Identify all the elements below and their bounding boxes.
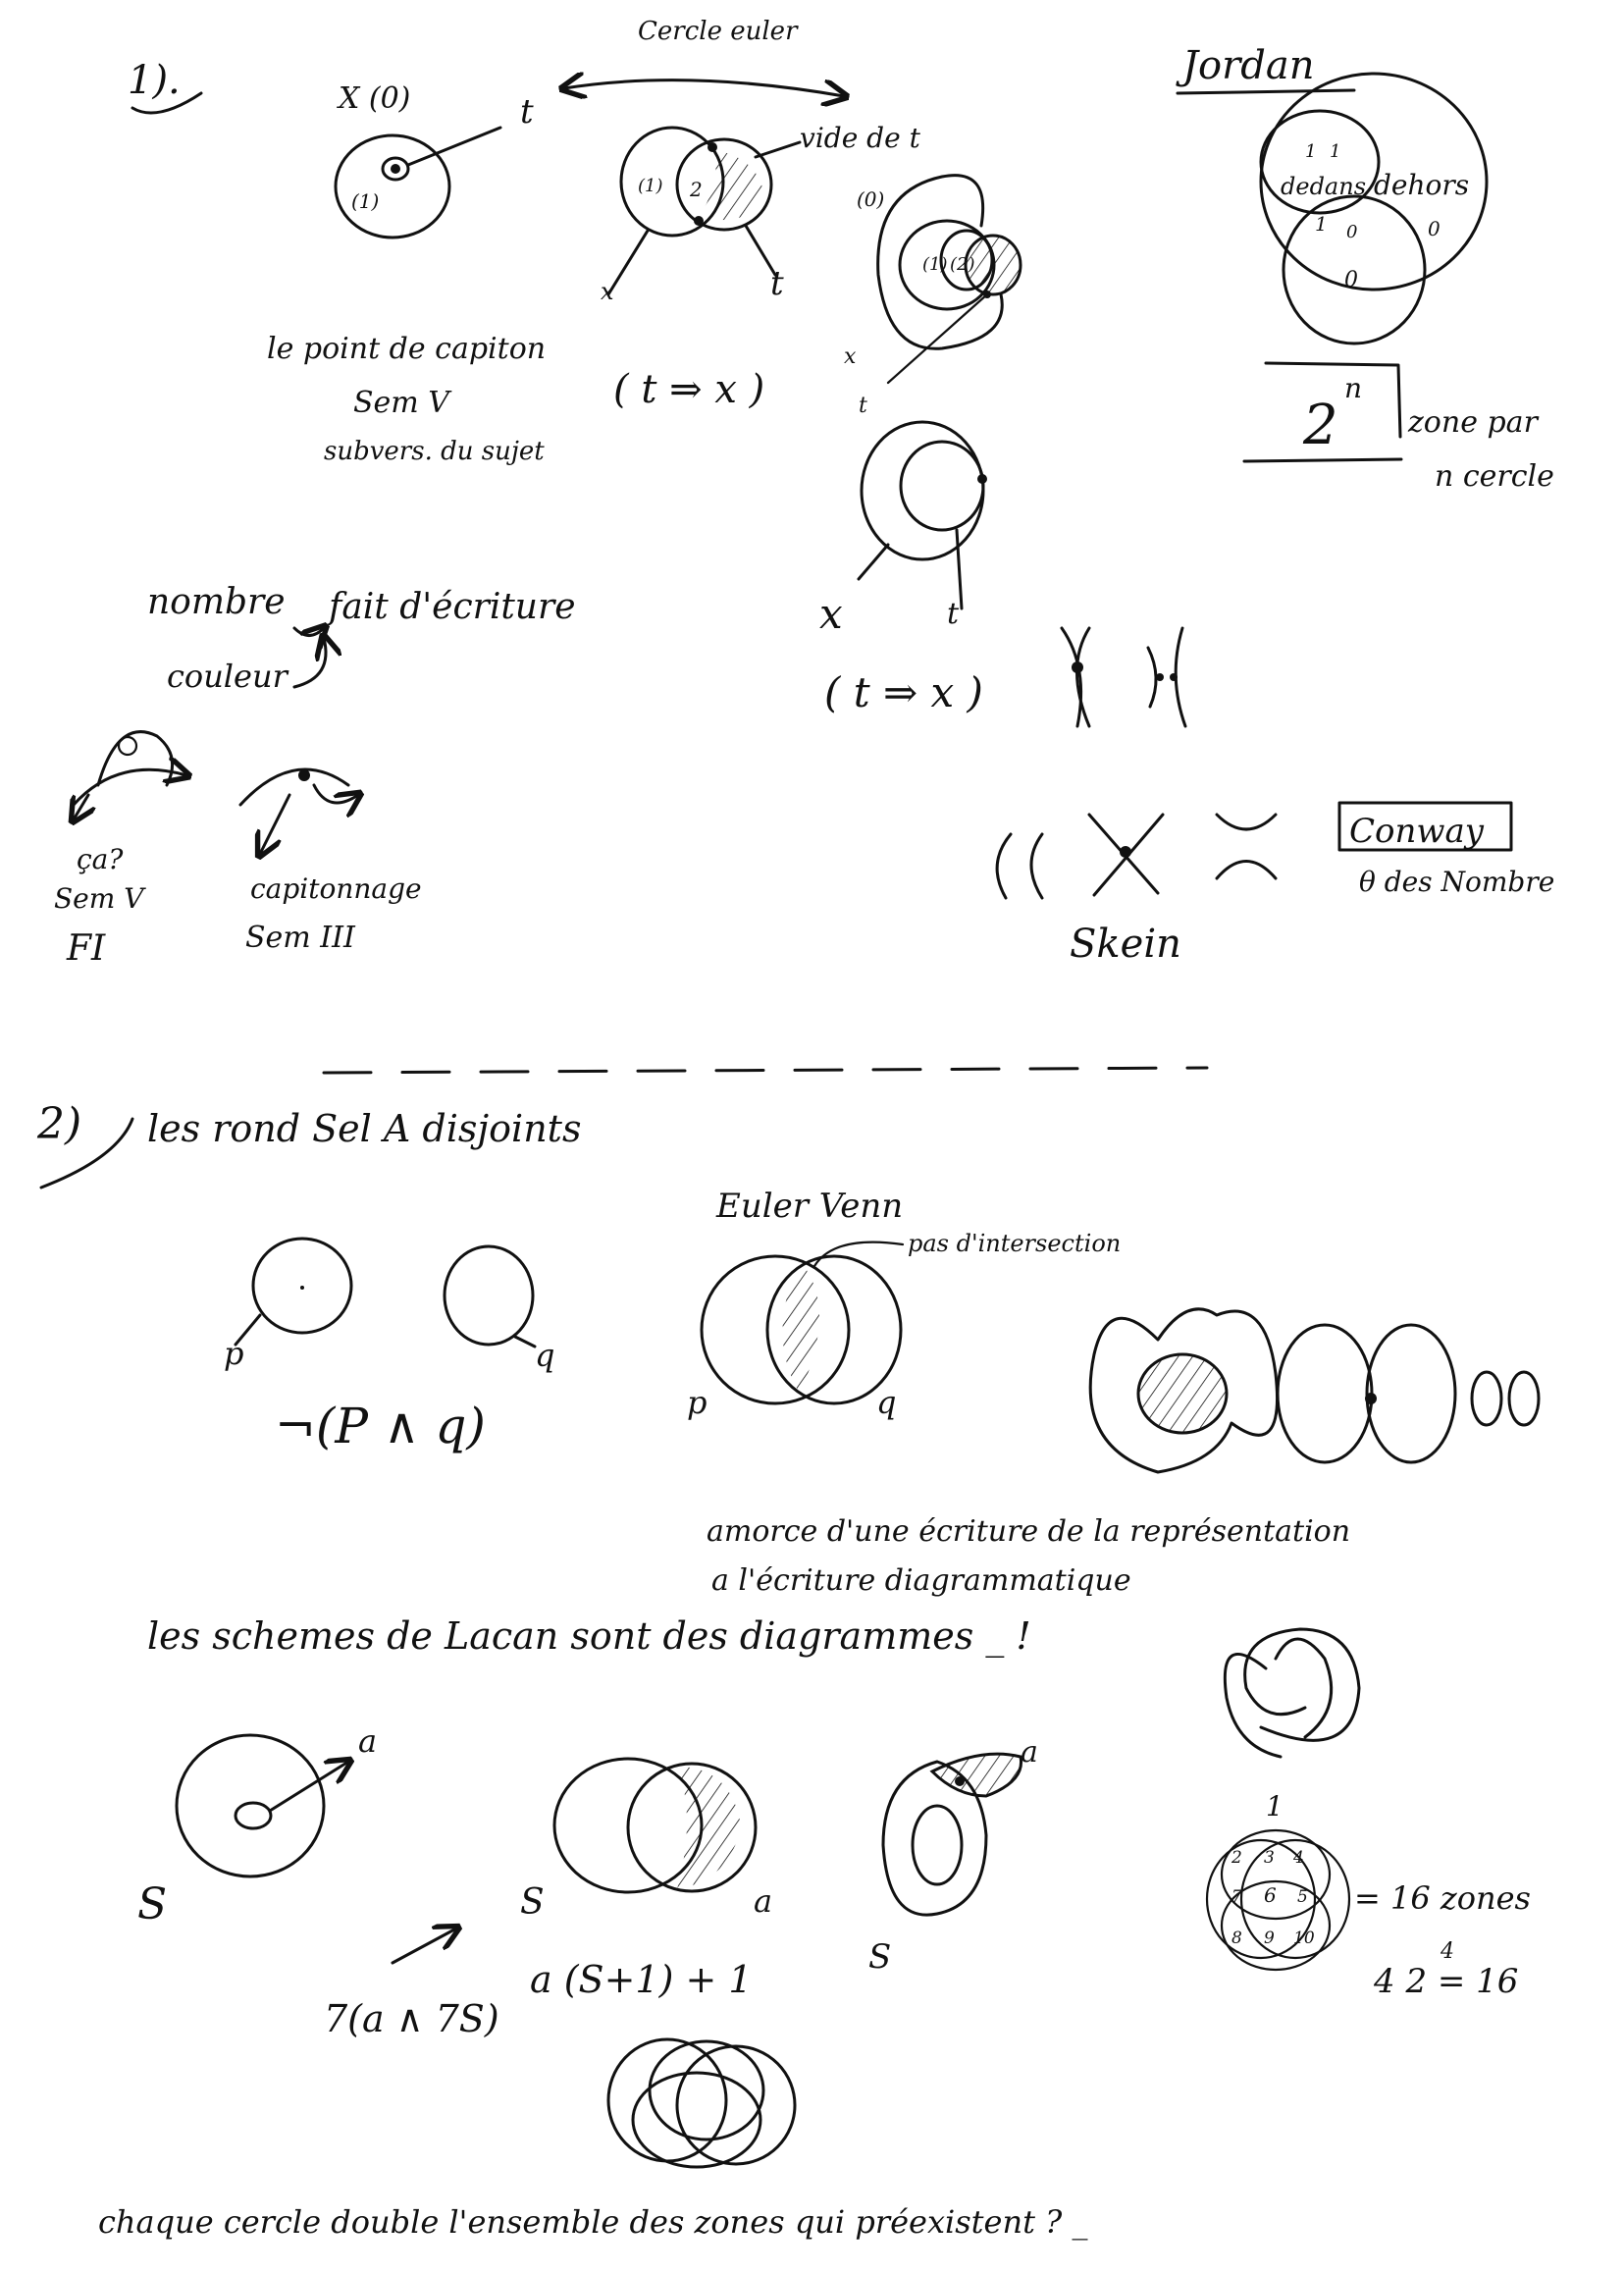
overlap-c4 <box>677 2046 795 2164</box>
arch-1-knot <box>119 737 136 755</box>
formula-arrow <box>393 1929 456 1963</box>
cross-dot <box>1072 661 1083 673</box>
arch-2-right <box>314 785 358 803</box>
x-line-1 <box>608 231 648 294</box>
tangent-curve-1 <box>1148 648 1156 707</box>
loop-outer <box>862 422 983 559</box>
tangent-dot-1 <box>1156 673 1164 681</box>
z1c: 1 <box>1315 212 1328 236</box>
skein-paren-1 <box>997 834 1011 898</box>
vide-pointer <box>756 142 800 157</box>
jordan: Jordan <box>1182 43 1315 88</box>
venn4-4: 4 <box>1293 1848 1304 1868</box>
inner-1-label: (1) <box>351 189 380 213</box>
fait-ecriture: fait d'écriture <box>329 587 576 627</box>
zones16: = 16 zones <box>1354 1879 1531 1917</box>
s1: S <box>137 1879 168 1929</box>
nested-2: (2) <box>950 254 975 275</box>
loop-inner <box>901 442 983 530</box>
q-line <box>515 1337 535 1347</box>
venn-bottom-dot <box>694 216 704 226</box>
implication-2: ( t ⇒ x ) <box>824 668 983 716</box>
s-a-line <box>270 1762 348 1811</box>
formula-1: a (S+1) + 1 <box>530 1958 753 2001</box>
twin-left <box>1278 1325 1372 1462</box>
t-big: t <box>947 597 960 631</box>
euler-q: q <box>876 1384 897 1421</box>
euler-hatched <box>783 1261 820 1394</box>
fi: FI <box>67 928 106 969</box>
couleur: couleur <box>167 658 288 695</box>
z0c: 0 <box>1344 268 1358 292</box>
venn4-8: 8 <box>1231 1929 1242 1948</box>
skein-cup <box>1217 815 1276 829</box>
z1b: 1 <box>1330 141 1341 162</box>
z0: 0 <box>1346 222 1358 242</box>
a1: a <box>358 1722 378 1760</box>
venn4-5: 5 <box>1297 1887 1308 1907</box>
implication-1: ( t ⇒ x ) <box>613 367 765 412</box>
formula-2: 7(a ∧ 7S) <box>324 1997 499 2040</box>
venn4-7: 7 <box>1231 1887 1242 1907</box>
section-separator <box>324 1068 1207 1073</box>
lacan: les schemes de Lacan sont des diagrammes _ ! <box>147 1614 1031 1658</box>
arch-2-down <box>260 795 289 854</box>
venn-top-dot <box>707 142 717 152</box>
knot-figure <box>1225 1629 1359 1757</box>
not-p-and-q: ¬(P ∧ q) <box>275 1398 486 1454</box>
twin-right <box>1367 1325 1455 1462</box>
venn-hatched-area <box>699 150 763 220</box>
conway-1: Conway <box>1349 812 1484 851</box>
z0b: 0 <box>1428 217 1441 240</box>
venn-left-circle <box>621 128 723 236</box>
cap-hatched <box>932 1754 1022 1796</box>
venn4-6: 6 <box>1264 1883 1277 1907</box>
question: chaque cercle double l'ensemble des zones qui préexistent ? _ <box>98 2203 1088 2241</box>
z1: 1 <box>1305 141 1317 162</box>
power-eq-exp: 4 <box>1441 1939 1454 1964</box>
nombre-arrow <box>294 628 324 636</box>
venn4-10: 10 <box>1293 1929 1315 1948</box>
t-label: t <box>520 92 534 132</box>
inner-dot <box>391 164 400 174</box>
x0-label: X (0) <box>339 81 411 116</box>
skein-paren-2 <box>1031 834 1042 898</box>
vide-de-t: vide de t <box>800 122 920 154</box>
twin-dot <box>1365 1393 1377 1404</box>
a2: a <box>754 1882 773 1920</box>
n-cercle: n cercle <box>1435 459 1554 494</box>
circle-p-dot <box>300 1286 304 1290</box>
sem-iii: Sem III <box>245 921 355 955</box>
zone-par: zone par <box>1408 405 1538 440</box>
overlap-c1 <box>608 2039 726 2161</box>
nested-x: x <box>844 344 857 369</box>
venn4-2: 2 <box>1231 1848 1242 1868</box>
section2-number: 2) <box>37 1099 82 1149</box>
skein-cap <box>1217 862 1276 879</box>
arch-2-dot <box>298 769 310 781</box>
small-oval-1 <box>1472 1372 1501 1425</box>
euler-venn: Euler Venn <box>716 1187 904 1226</box>
x-big: x <box>819 590 843 638</box>
power-exp: n <box>1344 372 1363 404</box>
sem-v-2: Sem V <box>54 882 144 915</box>
euler-circle-p <box>702 1256 849 1403</box>
couleur-arrow <box>294 638 326 687</box>
t-pointer-line <box>408 128 500 165</box>
section1-number: 1). <box>128 58 181 103</box>
zero-paren: (0) <box>857 187 885 211</box>
nested-t: t <box>859 394 867 418</box>
sem-v: Sem V <box>353 386 449 420</box>
p-label: p <box>224 1335 244 1372</box>
dedans: dedans <box>1281 173 1367 200</box>
a3: a <box>1021 1735 1038 1770</box>
conway-2: θ des Nombre <box>1359 866 1555 898</box>
dehors: dehors <box>1374 169 1470 201</box>
amorce-1: amorce d'une écriture de la représentation <box>707 1514 1351 1549</box>
s-inner <box>236 1803 271 1828</box>
skein-dot <box>1120 846 1131 858</box>
point-capiton: le point de capiton <box>267 332 547 366</box>
circle-q <box>445 1246 533 1345</box>
venn4-3: 3 <box>1264 1848 1275 1868</box>
arch-2 <box>240 769 348 805</box>
small-oval-2 <box>1509 1372 1539 1425</box>
loop-dot <box>977 474 987 484</box>
cap-inner <box>913 1806 962 1884</box>
subversion: subvers. du sujet <box>324 437 545 466</box>
knot-inner <box>1276 1639 1332 1737</box>
x-small-1: x <box>601 278 614 305</box>
capitonnage: capitonnage <box>250 872 422 905</box>
cap-dot <box>955 1776 965 1786</box>
amorce-2: a l'écriture diagrammatique <box>711 1563 1131 1598</box>
nombre: nombre <box>147 582 286 622</box>
double-arrow <box>564 80 844 96</box>
q-label: q <box>535 1337 555 1374</box>
nested-1: (1) <box>922 254 948 275</box>
jordan-underline <box>1178 90 1354 93</box>
venn4-9: 9 <box>1264 1929 1275 1948</box>
s3: S <box>868 1937 892 1977</box>
t-small-1: t <box>770 264 784 303</box>
outer-circle-x0 <box>336 135 449 238</box>
venn-mid-label: 2 <box>690 178 703 201</box>
pas-intersection: pas d'intersection <box>908 1230 1122 1257</box>
skein: Skein <box>1070 922 1181 967</box>
section2-title: les rond Sel A disjoints <box>147 1107 582 1150</box>
power-eq: 4 2 = 16 <box>1374 1962 1519 2001</box>
venn4-top: 1 <box>1266 1790 1283 1823</box>
euler-p: p <box>687 1384 707 1421</box>
s-outer <box>177 1735 324 1876</box>
s2: S <box>520 1882 545 1923</box>
ou-q: ça? <box>77 843 124 875</box>
loop-x-line <box>859 545 888 579</box>
top-label: Cercle euler <box>638 17 798 46</box>
power: 2 <box>1303 394 1338 457</box>
tangent-dot-2 <box>1170 673 1178 681</box>
venn-left-label: (1) <box>638 176 663 196</box>
lobes-hatched <box>1138 1354 1227 1433</box>
